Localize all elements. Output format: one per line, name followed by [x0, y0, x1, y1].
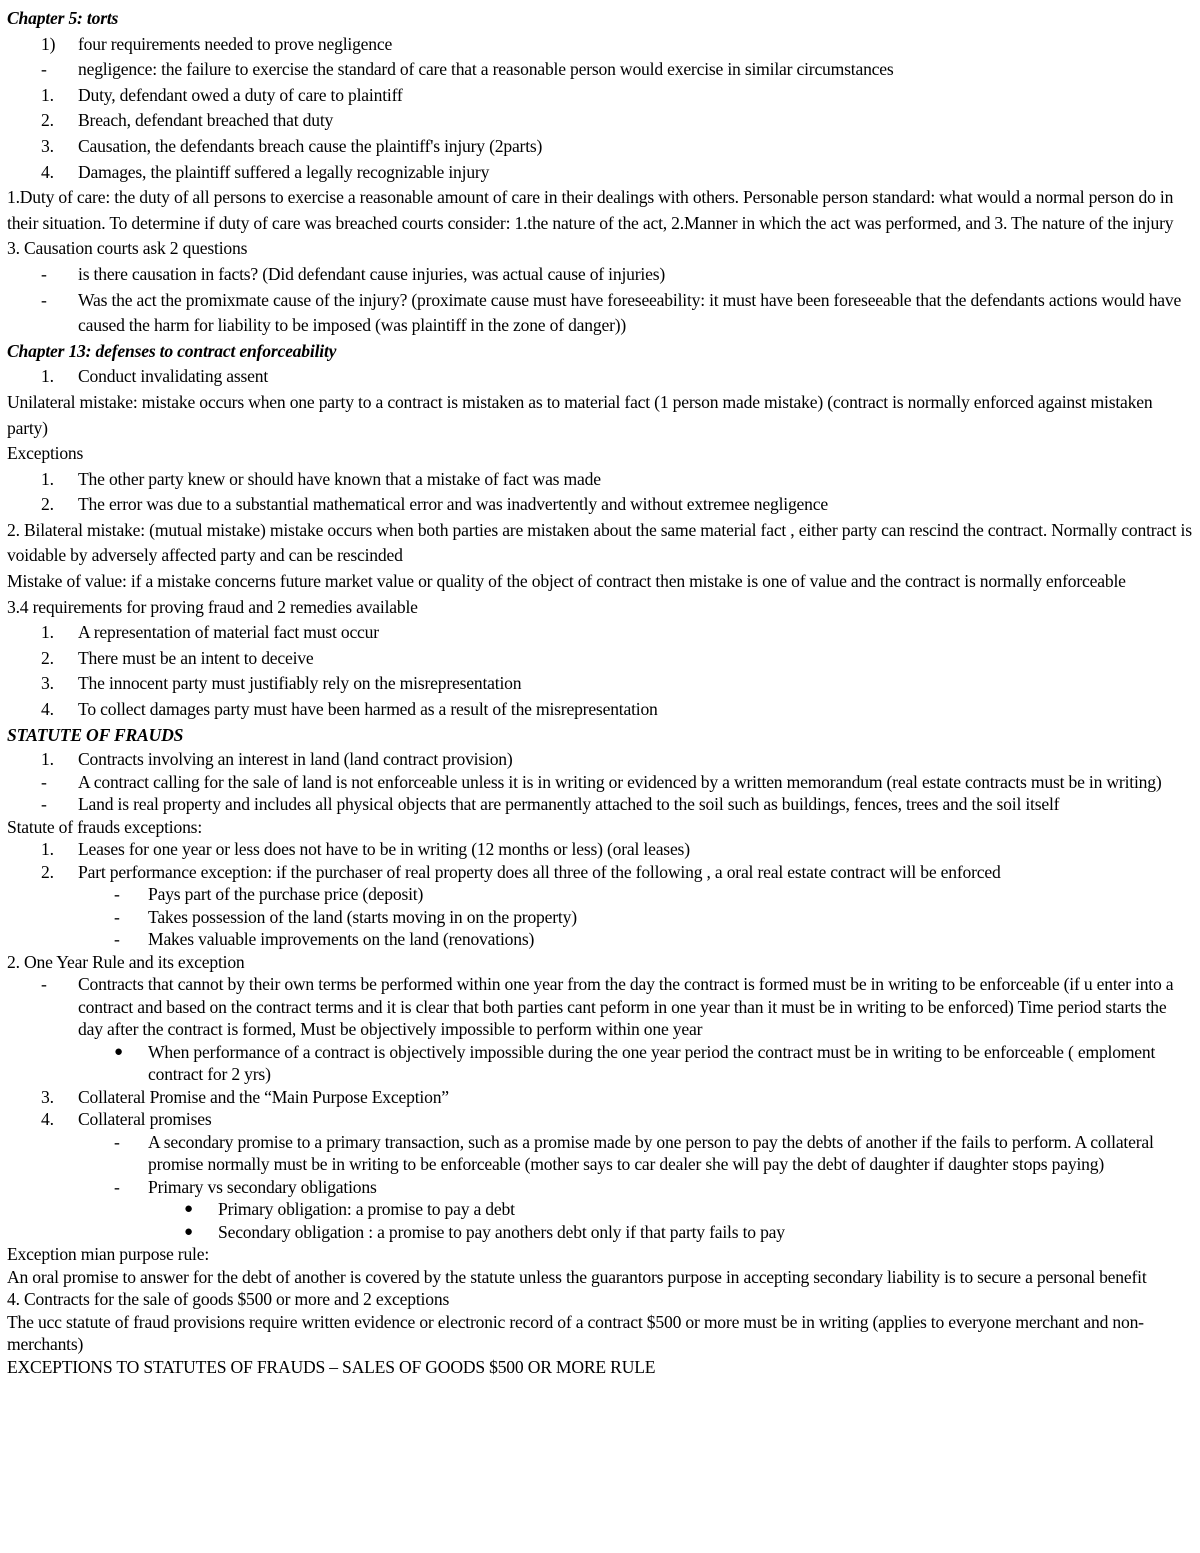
list-marker: 4.: [41, 1109, 54, 1130]
line-text: Conduct invalidating assent: [78, 366, 269, 387]
paragraph: [7, 951, 1194, 974]
list-marker: 1.: [41, 622, 54, 643]
line-text: Exception mian purpose rule:: [7, 1244, 210, 1265]
paragraph: [7, 1288, 1194, 1311]
list-item: [7, 883, 1194, 906]
paragraph: [7, 569, 1194, 595]
line-text: Secondary obligation : a promise to pay anothers debt only if that party fails to pay: [218, 1221, 785, 1242]
paragraph: [7, 236, 1194, 262]
line-text: Pays part of the purchase price (deposit): [148, 884, 424, 905]
list-item: [7, 1108, 1194, 1131]
list-marker: 1.: [41, 749, 54, 770]
list-item: [7, 32, 1194, 58]
list-marker: -: [41, 263, 47, 284]
list-marker: -: [41, 794, 47, 815]
line-text: Chapter 5: torts: [7, 8, 119, 28]
list-marker: 2.: [41, 647, 54, 668]
list-item: [7, 697, 1194, 723]
line-text: 2. One Year Rule and its exception: [7, 951, 245, 972]
line-text: The other party knew or should have known that a mistake of fact was made: [78, 468, 601, 489]
line-text: When performance of a contract is objectively impossible during the one year period the contract must be in writing to be enforceable ( emploment contract for 2 yrs): [148, 1041, 1156, 1085]
list-item: [7, 620, 1194, 646]
list-item: [7, 771, 1194, 794]
list-marker: -: [114, 929, 120, 950]
list-item: [7, 748, 1194, 771]
line-text: Was the act the promixmate cause of the injury? (proximate cause must have foreseeability: it must have been foreseeable that the defendants actions would have caused the harm for liability to be imposed (was plaintiff in the zone of danger)): [78, 289, 1182, 336]
line-text: EXCEPTIONS TO STATUTES OF FRAUDS – SALES OF GOODS $500 OR MORE RULE: [7, 1356, 656, 1377]
line-text: Contracts that cannot by their own terms be performed within one year from the day the contract is formed must be in writing to be enforceable (if u enter into a contract and based on the contract terms and it is clear that both parties cant peform in one year than it must be in writing to be enforced) Time period starts the day after the contract is formed, Must be objectively impossible to perform within one year: [78, 974, 1174, 1040]
list-item: [7, 906, 1194, 929]
bullet-marker: ●: [114, 1043, 123, 1060]
line-text: Primary vs secondary obligations: [148, 1176, 377, 1197]
list-item: [7, 57, 1194, 83]
list-item: [7, 671, 1194, 697]
paragraph: [7, 518, 1194, 569]
bullet-marker: ●: [184, 1201, 193, 1218]
paragraph: [7, 595, 1194, 621]
list-item: [7, 288, 1194, 339]
line-text: STATUTE OF FRAUDS: [7, 724, 184, 745]
line-text: 3.4 requirements for proving fraud and 2 remedies available: [7, 596, 418, 617]
section-heading: [7, 339, 1194, 365]
line-text: 3. Causation courts ask 2 questions: [7, 238, 248, 259]
list-item: [7, 364, 1194, 390]
list-item: [7, 134, 1194, 160]
paragraph: [7, 1266, 1194, 1289]
line-text: Unilateral mistake: mistake occurs when one party to a contract is mistaken as to material fact (1 person made mistake) (contract is normally enforced against mistaken party): [7, 391, 1153, 438]
list-marker: 2.: [41, 861, 54, 882]
paragraph: [7, 1356, 1194, 1379]
line-text: To collect damages party must have been harmed as a result of the misrepresentation: [78, 699, 658, 720]
line-text: There must be an intent to deceive: [78, 647, 314, 668]
list-marker: 2.: [41, 494, 54, 515]
list-marker: -: [41, 59, 47, 80]
list-marker: 2.: [41, 110, 54, 131]
list-marker: 3.: [41, 673, 54, 694]
line-text: Causation, the defendants breach cause the plaintiff's injury (2parts): [78, 135, 543, 156]
line-text: Primary obligation: a promise to pay a debt: [218, 1199, 515, 1220]
list-marker: 1.: [41, 468, 54, 489]
paragraph: [7, 185, 1194, 236]
line-text: Collateral Promise and the “Main Purpose Exception”: [78, 1086, 449, 1107]
list-marker: 4.: [41, 699, 54, 720]
line-text: Part performance exception: if the purchaser of real property does all three of the following , a oral real estate contract will be enforced: [78, 861, 1001, 882]
list-marker: -: [41, 974, 47, 995]
list-item: [7, 861, 1194, 884]
list-item: [7, 1176, 1194, 1199]
list-item: [7, 160, 1194, 186]
list-item: [7, 793, 1194, 816]
list-item: [7, 262, 1194, 288]
line-text: A secondary promise to a primary transaction, such as a promise made by one person to pay the debts of another if the fails to perform. A collateral promise normally must be in writing to be enforceable (mother says to car dealer she will pay the debt of daughter if daughter stops paying): [148, 1131, 1154, 1175]
list-marker: 1.: [41, 84, 54, 105]
list-marker: -: [114, 884, 120, 905]
list-marker: -: [114, 1176, 120, 1197]
line-text: Makes valuable improvements on the land (renovations): [148, 929, 535, 950]
bullet-marker: ●: [184, 1223, 193, 1240]
paragraph: [7, 1243, 1194, 1266]
line-text: Damages, the plaintiff suffered a legally recognizable injury: [78, 161, 490, 182]
list-marker: 3.: [41, 1086, 54, 1107]
list-marker: 1.: [41, 366, 54, 387]
list-marker: 1): [41, 33, 56, 54]
paragraph: [7, 441, 1194, 467]
line-text: 1.Duty of care: the duty of all persons to exercise a reasonable amount of care in their dealings with others. Personable person standard: what would a normal person do in their situation. To determine if duty of care was breached courts consider: 1.the nature of the act, 2.Manner in which the act was performed, and 3. The nature of the injury: [7, 187, 1174, 233]
line-text: negligence: the failure to exercise the standard of care that a reasonable person would exercise in similar circumstances: [78, 59, 894, 80]
line-text: Leases for one year or less does not have to be in writing (12 months or less) (oral leases): [78, 839, 690, 860]
list-item: [7, 973, 1194, 1041]
line-text: Duty, defendant owed a duty of care to plaintiff: [78, 84, 403, 105]
section-heading: [7, 6, 1194, 32]
line-text: Exceptions: [7, 443, 84, 464]
list-item: [7, 1198, 1194, 1221]
list-marker: -: [114, 1131, 120, 1152]
line-text: Land is real property and includes all physical objects that are permanently attached to the soil such as buildings, fences, trees and the soil itself: [78, 794, 1060, 815]
line-text: Takes possession of the land (starts moving in on the property): [148, 906, 577, 927]
line-text: four requirements needed to prove negligence: [78, 33, 393, 54]
section-heading: [7, 723, 1194, 749]
line-text: A contract calling for the sale of land is not enforceable unless it is in writing or evidenced by a written memorandum (real estate contracts must be in writing): [78, 771, 1162, 792]
list-item: [7, 838, 1194, 861]
line-text: A representation of material fact must occur: [78, 622, 379, 643]
list-marker: 1.: [41, 839, 54, 860]
line-text: An oral promise to answer for the debt of another is covered by the statute unless the guarantors purpose in accepting secondary liability is to secure a personal benefit: [7, 1266, 1147, 1287]
list-item: [7, 1041, 1194, 1086]
list-marker: 3.: [41, 135, 54, 156]
paragraph: [7, 1311, 1194, 1356]
paragraph: [7, 816, 1194, 839]
line-text: Breach, defendant breached that duty: [78, 110, 334, 131]
line-text: Chapter 13: defenses to contract enforceability: [7, 340, 337, 361]
list-item: [7, 1131, 1194, 1176]
list-marker: -: [41, 771, 47, 792]
list-item: [7, 492, 1194, 518]
list-marker: 4.: [41, 161, 54, 182]
list-item: [7, 467, 1194, 493]
list-marker: -: [114, 906, 120, 927]
line-text: 2. Bilateral mistake: (mutual mistake) mistake occurs when both parties are mistaken about the same material fact , either party can rescind the contract. Normally contract is voidable by adversely affected party and can be rescinded: [7, 519, 1192, 566]
line-text: The ucc statute of fraud provisions require written evidence or electronic record of a contract $500 or more must be in writing (applies to everyone merchant and non-merchants): [7, 1311, 1144, 1355]
list-item: [7, 108, 1194, 134]
line-text: Mistake of value: if a mistake concerns future market value or quality of the object of contract then mistake is one of value and the contract is normally enforceable: [7, 571, 1126, 592]
line-text: The innocent party must justifiably rely on the misrepresentation: [78, 673, 522, 694]
line-text: Collateral promises: [78, 1109, 212, 1130]
line-text: Statute of frauds exceptions:: [7, 816, 203, 837]
paragraph: [7, 390, 1194, 441]
line-text: Contracts involving an interest in land (land contract provision): [78, 749, 513, 770]
list-item: [7, 1086, 1194, 1109]
list-item: [7, 928, 1194, 951]
list-item: [7, 646, 1194, 672]
line-text: is there causation in facts? (Did defendant cause injuries, was actual cause of injuries): [78, 263, 665, 284]
line-text: The error was due to a substantial mathematical error and was inadvertently and without extremee negligence: [78, 494, 828, 515]
line-text: 4. Contracts for the sale of goods $500 or more and 2 exceptions: [7, 1289, 450, 1310]
list-item: [7, 1221, 1194, 1244]
list-marker: -: [41, 289, 47, 310]
list-item: [7, 83, 1194, 109]
